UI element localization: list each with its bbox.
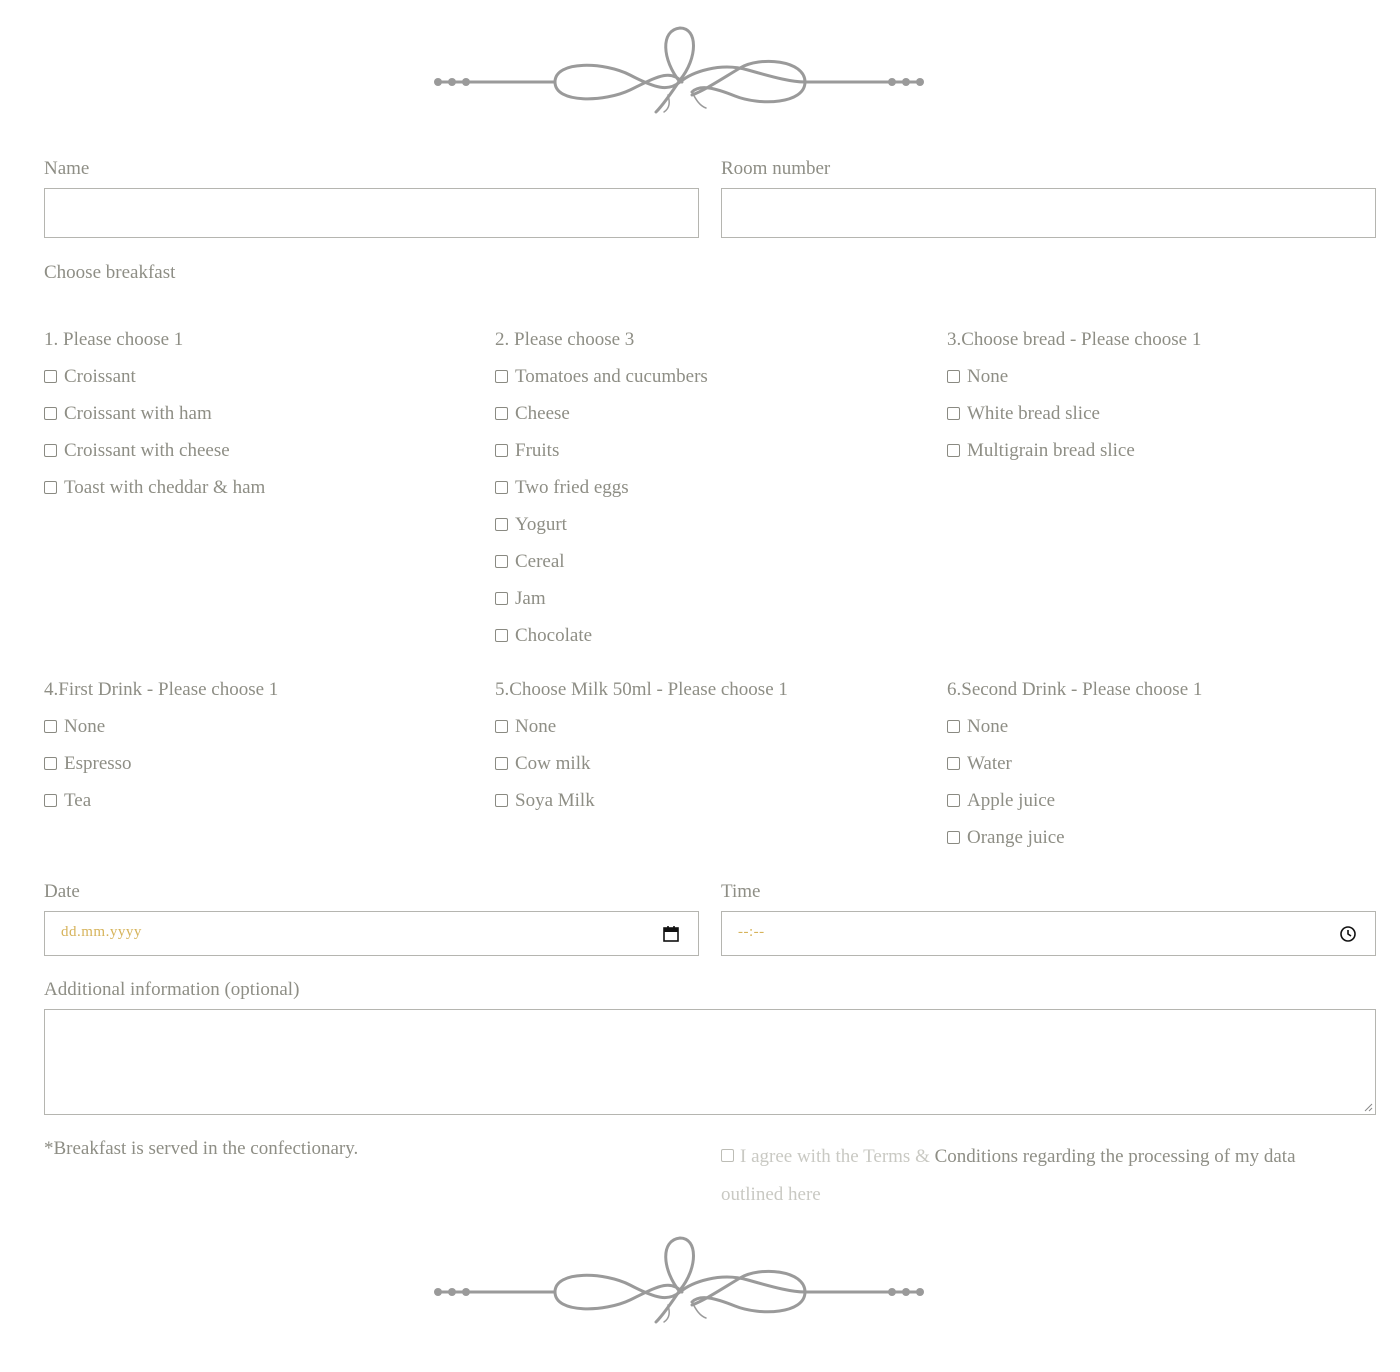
resize-grip-icon[interactable] bbox=[1363, 1102, 1373, 1112]
name-input[interactable] bbox=[45, 189, 698, 237]
checkbox[interactable] bbox=[947, 444, 960, 457]
option-label: White bread slice bbox=[967, 403, 1100, 424]
checkbox[interactable] bbox=[495, 444, 508, 457]
flourish-divider-icon bbox=[430, 1230, 930, 1330]
option-espresso[interactable] bbox=[44, 753, 484, 790]
option-label: Two fried eggs bbox=[515, 477, 629, 498]
breakfast-group-4 bbox=[44, 679, 484, 827]
additional-info-field[interactable] bbox=[44, 1009, 1376, 1115]
checkbox[interactable] bbox=[44, 444, 57, 457]
time-label: Time bbox=[721, 881, 761, 902]
option-label: Espresso bbox=[64, 753, 132, 774]
checkbox[interactable] bbox=[947, 757, 960, 770]
option-croissant[interactable] bbox=[44, 366, 484, 403]
calendar-icon[interactable] bbox=[662, 925, 680, 943]
option-toast-cheddar-ham[interactable] bbox=[44, 477, 484, 514]
clock-icon[interactable] bbox=[1339, 925, 1357, 943]
breakfast-group-2 bbox=[495, 329, 935, 662]
option-water[interactable] bbox=[947, 753, 1387, 790]
terms-text: Conditions regarding the processing of my data bbox=[934, 1146, 1296, 1167]
terms-prefix: I agree with the Terms & bbox=[740, 1146, 935, 1167]
option-tea[interactable] bbox=[44, 790, 484, 827]
additional-info-textarea[interactable] bbox=[45, 1010, 1375, 1114]
checkbox[interactable] bbox=[44, 794, 57, 807]
group-title: 2. Please choose 3 bbox=[495, 329, 635, 350]
group-title: 1. Please choose 1 bbox=[44, 329, 184, 350]
option-cheese[interactable] bbox=[495, 403, 935, 440]
option-label: Cheese bbox=[515, 403, 570, 424]
option-two-fried-eggs[interactable] bbox=[495, 477, 935, 514]
option-label: Cow milk bbox=[515, 753, 591, 774]
checkbox[interactable] bbox=[947, 370, 960, 383]
option-label: Toast with cheddar & ham bbox=[64, 477, 266, 498]
option-label: Croissant bbox=[64, 366, 136, 387]
option-label: Fruits bbox=[515, 440, 560, 461]
option-orange-juice[interactable] bbox=[947, 827, 1387, 864]
terms-outlined: outlined bbox=[721, 1184, 789, 1205]
option-fruits[interactable] bbox=[495, 440, 935, 477]
option-label: Apple juice bbox=[967, 790, 1056, 811]
option-label: Tomatoes and cucumbers bbox=[515, 366, 708, 387]
checkbox[interactable] bbox=[947, 720, 960, 733]
option-first-drink-none[interactable] bbox=[44, 716, 484, 753]
terms-link[interactable]: here bbox=[788, 1184, 821, 1205]
breakfast-group-5 bbox=[495, 679, 935, 827]
checkbox[interactable] bbox=[495, 592, 508, 605]
breakfast-group-6 bbox=[947, 679, 1387, 864]
checkbox[interactable] bbox=[495, 407, 508, 420]
option-soya-milk[interactable] bbox=[495, 790, 935, 827]
time-placeholder: --:-- bbox=[738, 924, 765, 940]
option-label: Chocolate bbox=[515, 625, 593, 646]
option-label: None bbox=[967, 716, 1009, 737]
option-label: Croissant with ham bbox=[64, 403, 212, 424]
option-label: Yogurt bbox=[515, 514, 567, 535]
option-croissant-with-cheese[interactable] bbox=[44, 440, 484, 477]
date-label: Date bbox=[44, 881, 80, 902]
checkbox[interactable] bbox=[947, 407, 960, 420]
option-label: Cereal bbox=[515, 551, 565, 572]
choose-breakfast-heading: Choose breakfast bbox=[44, 262, 176, 283]
terms-agreement[interactable] bbox=[721, 1138, 1361, 1214]
time-field[interactable] bbox=[721, 911, 1376, 956]
group-title: 3.Choose bread - Please choose 1 bbox=[947, 329, 1202, 350]
option-cow-milk[interactable] bbox=[495, 753, 935, 790]
checkbox[interactable] bbox=[495, 518, 508, 531]
breakfast-group-1 bbox=[44, 329, 484, 514]
option-white-bread-slice[interactable] bbox=[947, 403, 1387, 440]
checkbox[interactable] bbox=[947, 831, 960, 844]
option-label: Soya Milk bbox=[515, 790, 595, 811]
checkbox[interactable] bbox=[44, 481, 57, 494]
option-label: Multigrain bread slice bbox=[967, 440, 1135, 461]
checkbox[interactable] bbox=[44, 407, 57, 420]
checkbox[interactable] bbox=[495, 757, 508, 770]
checkbox[interactable] bbox=[44, 370, 57, 383]
checkbox[interactable] bbox=[495, 794, 508, 807]
checkbox[interactable] bbox=[495, 370, 508, 383]
option-label: Water bbox=[967, 753, 1012, 774]
option-label: Tea bbox=[64, 790, 92, 811]
option-tomatoes-cucumbers[interactable] bbox=[495, 366, 935, 403]
checkbox[interactable] bbox=[947, 794, 960, 807]
option-label: Croissant with cheese bbox=[64, 440, 230, 461]
group-title: 4.First Drink - Please choose 1 bbox=[44, 679, 279, 700]
date-placeholder: dd.mm.yyyy bbox=[61, 924, 142, 940]
breakfast-note: *Breakfast is served in the confectionary. bbox=[44, 1138, 359, 1159]
checkbox[interactable] bbox=[495, 555, 508, 568]
option-jam[interactable] bbox=[495, 588, 935, 625]
option-label: Orange juice bbox=[967, 827, 1065, 848]
option-chocolate[interactable] bbox=[495, 625, 935, 662]
checkbox[interactable] bbox=[44, 757, 57, 770]
option-label: None bbox=[967, 366, 1009, 387]
checkbox[interactable] bbox=[495, 481, 508, 494]
group-title: 6.Second Drink - Please choose 1 bbox=[947, 679, 1203, 700]
option-label: None bbox=[515, 716, 557, 737]
checkbox[interactable] bbox=[495, 720, 508, 733]
option-apple-juice[interactable] bbox=[947, 790, 1387, 827]
checkbox[interactable] bbox=[44, 720, 57, 733]
option-croissant-with-ham[interactable] bbox=[44, 403, 484, 440]
date-field[interactable] bbox=[44, 911, 699, 956]
option-bread-none[interactable] bbox=[947, 366, 1387, 403]
option-multigrain-bread-slice[interactable] bbox=[947, 440, 1387, 477]
room-number-input[interactable] bbox=[722, 189, 1375, 237]
additional-info-label: Additional information (optional) bbox=[44, 979, 300, 1000]
option-milk-none[interactable] bbox=[495, 716, 935, 753]
option-yogurt[interactable] bbox=[495, 514, 935, 551]
breakfast-group-3 bbox=[947, 329, 1387, 477]
option-label: Jam bbox=[515, 588, 546, 609]
flourish-divider-icon bbox=[430, 20, 930, 120]
terms-checkbox[interactable] bbox=[721, 1149, 734, 1162]
room-number-field[interactable] bbox=[721, 188, 1376, 238]
option-label: None bbox=[64, 716, 106, 737]
name-field[interactable] bbox=[44, 188, 699, 238]
room-number-label: Room number bbox=[721, 158, 831, 179]
name-label: Name bbox=[44, 158, 90, 179]
option-cereal[interactable] bbox=[495, 551, 935, 588]
checkbox[interactable] bbox=[495, 629, 508, 642]
group-title: 5.Choose Milk 50ml - Please choose 1 bbox=[495, 679, 788, 700]
option-second-drink-none[interactable] bbox=[947, 716, 1387, 753]
